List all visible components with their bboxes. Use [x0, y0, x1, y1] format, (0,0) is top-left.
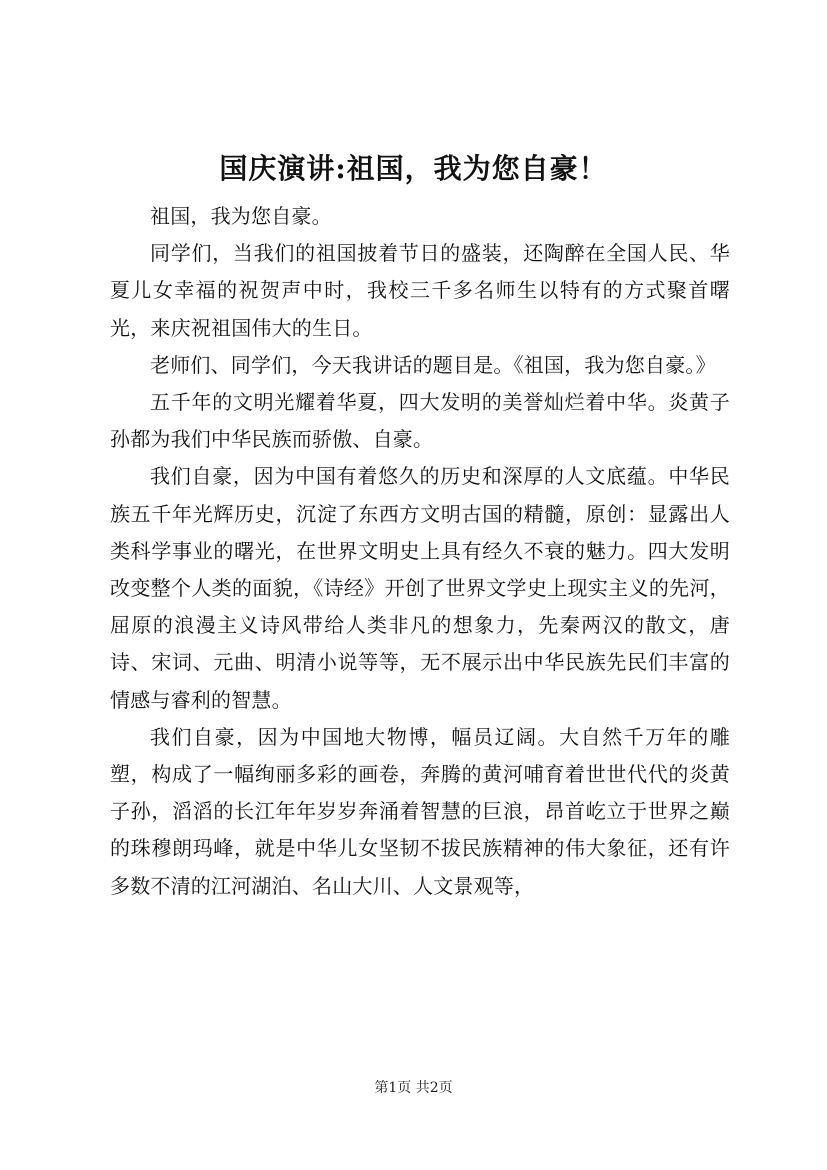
paragraph: 五千年的文明光耀着华夏，四大发明的美誉灿烂着中华。炎黄子孙都为我们中华民族而骄傲、自豪。 — [110, 390, 730, 452]
document-body — [110, 198, 730, 905]
page-footer — [0, 1078, 827, 1098]
document-title: 国庆演讲:祖国，我为您自豪！ — [219, 152, 608, 185]
page-number-label: 第1页 共2页 — [374, 1080, 453, 1096]
paragraph: 我们自豪，因为中国有着悠久的历史和深厚的人文底蕴。中华民族五千年光辉历史，沉淀了东西方文明古国的精髓，原创：显露出人类科学事业的曙光，在世界文明史上具有经久不衰的魅力。四大发明改变整个人类的面貌，《诗经》开创了世界文学史上现实主义的先河，屈原的浪漫主义诗风带给人类非凡的想象力，先秦两汉的散文，唐诗、宋词、元曲、明清小说等等，无不展示出中华民族先民们丰富的情感与睿利的智慧。 — [110, 464, 730, 712]
paragraph: 祖国，我为您自豪。 — [150, 204, 332, 228]
paragraph: 老师们、同学们，今天我讲话的题目是。《祖国，我为您自豪。》 — [150, 352, 716, 377]
paragraph: 同学们，当我们的祖国披着节日的盛装，还陶醉在全国人民、华夏儿女幸福的祝贺声中时，我校三千多名师生以特有的方式聚首曙光，来庆祝祖国伟大的生日。 — [110, 241, 730, 340]
paragraph: 我们自豪，因为中国地大物博，幅员辽阔。大自然千万年的雕塑，构成了一幅绚丽多彩的画卷，奔腾的黄河哺育着世世代代的炎黄子孙，滔滔的长江年年岁岁奔涌着智慧的巨浪，昂首屹立于世界之巅的珠穆朗玛峰，就是中华儿女坚韧不拔民族精神的伟大象征，还有许多数不清的江河湖泊、名山大川、人文景观等， — [110, 724, 730, 898]
